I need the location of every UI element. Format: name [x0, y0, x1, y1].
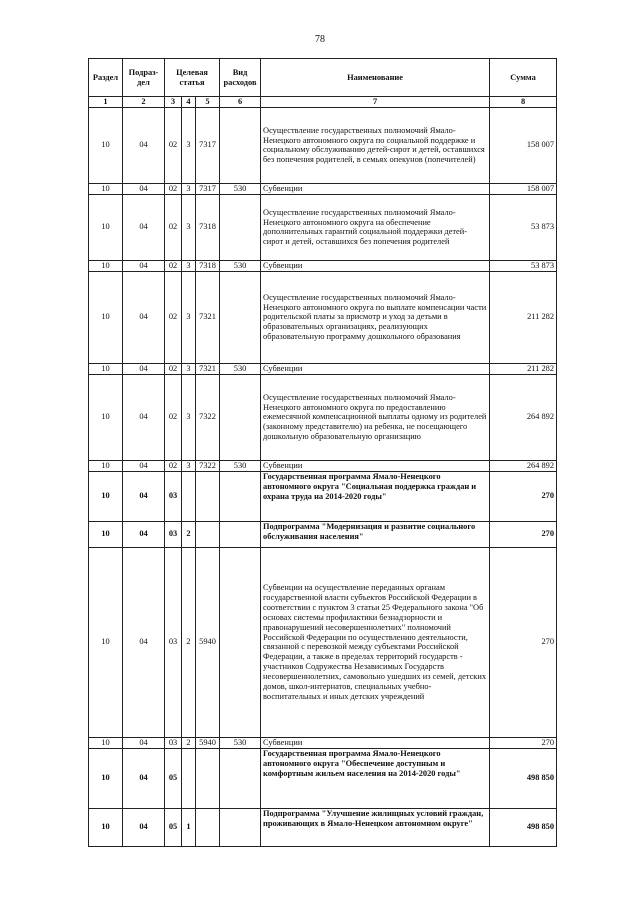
- cell-expense-type: 530: [220, 260, 261, 271]
- cell-article-1: 03: [165, 547, 182, 737]
- cell-article-2: 3: [182, 194, 196, 260]
- cell-section: 10: [89, 183, 123, 194]
- cell-amount: 53 873: [490, 194, 557, 260]
- cell-article-2: 2: [182, 737, 196, 748]
- cell-name: Субвенции: [261, 460, 490, 471]
- cell-expense-type: [220, 547, 261, 737]
- table-row: [89, 107, 557, 183]
- cell-amount: 211 282: [490, 271, 557, 363]
- cell-article-3: 7318: [196, 260, 220, 271]
- table-row: [89, 547, 557, 737]
- cell-article-3: 7317: [196, 107, 220, 183]
- cell-article-3: [196, 471, 220, 521]
- cell-amount: 264 892: [490, 460, 557, 471]
- cell-article-3: 5940: [196, 547, 220, 737]
- cell-section: 10: [89, 374, 123, 460]
- cell-article-2: [182, 748, 196, 808]
- cell-article-1: 02: [165, 183, 182, 194]
- cell-expense-type: [220, 808, 261, 846]
- cell-section: 10: [89, 194, 123, 260]
- cell-article-3: [196, 521, 220, 547]
- cell-amount: 270: [490, 521, 557, 547]
- table-row: [89, 183, 557, 194]
- cell-article-2: 3: [182, 363, 196, 374]
- cell-section: 10: [89, 521, 123, 547]
- cell-article-1: 02: [165, 260, 182, 271]
- cell-expense-type: 530: [220, 183, 261, 194]
- cell-subsection: 04: [123, 271, 165, 363]
- cell-article-3: 7317: [196, 183, 220, 194]
- cell-section: 10: [89, 471, 123, 521]
- cell-article-2: 2: [182, 547, 196, 737]
- cell-name: Осуществление государственных полномочий Ямало-Ненецкого автономного округа по предоставлению ежемесячной компенсационной выплаты одному из родителей (законному представителю) на ребенка, не посещающего дошкольную образовательную организацию: [261, 374, 490, 460]
- cell-section: 10: [89, 808, 123, 846]
- cell-article-2: 3: [182, 183, 196, 194]
- cell-article-3: [196, 808, 220, 846]
- cell-article-1: 03: [165, 521, 182, 547]
- cell-article-2: 3: [182, 107, 196, 183]
- cell-article-2: 3: [182, 460, 196, 471]
- table-row: [89, 808, 557, 846]
- cell-article-1: 02: [165, 363, 182, 374]
- cell-amount: 158 007: [490, 107, 557, 183]
- table-row: [89, 521, 557, 547]
- table-row: [89, 363, 557, 374]
- cell-subsection: 04: [123, 374, 165, 460]
- cell-name: Подпрограмма "Модернизация и развитие социального обслуживания населения": [261, 521, 490, 547]
- cell-article-1: 02: [165, 107, 182, 183]
- column-number: 8: [490, 97, 557, 108]
- cell-article-1: 03: [165, 737, 182, 748]
- column-number: 2: [123, 97, 165, 108]
- table-row: [89, 260, 557, 271]
- cell-subsection: 04: [123, 107, 165, 183]
- cell-expense-type: [220, 194, 261, 260]
- cell-article-1: 03: [165, 471, 182, 521]
- cell-article-2: 3: [182, 374, 196, 460]
- cell-section: 10: [89, 363, 123, 374]
- cell-name: Государственная программа Ямало-Ненецкого автономного округа "Социальная поддержка граждан и охрана труда на 2014-2020 годы": [261, 471, 490, 521]
- budget-table: [88, 58, 557, 847]
- header-expense-type: Вид расходов: [220, 59, 261, 97]
- cell-subsection: 04: [123, 260, 165, 271]
- cell-article-1: 05: [165, 748, 182, 808]
- cell-subsection: 04: [123, 737, 165, 748]
- cell-section: 10: [89, 271, 123, 363]
- cell-article-3: 7321: [196, 363, 220, 374]
- cell-subsection: 04: [123, 748, 165, 808]
- cell-name: Субвенции: [261, 183, 490, 194]
- cell-article-2: 2: [182, 521, 196, 547]
- column-number: 7: [261, 97, 490, 108]
- cell-article-2: 1: [182, 808, 196, 846]
- cell-article-3: 7321: [196, 271, 220, 363]
- column-number: 1: [89, 97, 123, 108]
- cell-article-3: 7322: [196, 374, 220, 460]
- header-row: [89, 59, 557, 97]
- cell-article-2: 3: [182, 260, 196, 271]
- cell-article-1: 02: [165, 271, 182, 363]
- cell-expense-type: 530: [220, 737, 261, 748]
- cell-article-2: 3: [182, 271, 196, 363]
- cell-amount: 211 282: [490, 363, 557, 374]
- cell-subsection: 04: [123, 363, 165, 374]
- cell-section: 10: [89, 737, 123, 748]
- cell-amount: 270: [490, 547, 557, 737]
- header-subsection: Подраз-дел: [123, 59, 165, 97]
- header-name: Наименование: [261, 59, 490, 97]
- cell-expense-type: [220, 271, 261, 363]
- cell-amount: 53 873: [490, 260, 557, 271]
- cell-expense-type: [220, 471, 261, 521]
- column-number: 3: [165, 97, 182, 108]
- header-amount: Сумма: [490, 59, 557, 97]
- table-row: [89, 737, 557, 748]
- cell-name: Подпрограмма "Улучшение жилищных условий граждан, проживающих в Ямало-Ненецком автономном округе": [261, 808, 490, 846]
- cell-name: Субвенции: [261, 260, 490, 271]
- page-number: 78: [315, 34, 325, 45]
- cell-subsection: 04: [123, 521, 165, 547]
- cell-subsection: 04: [123, 808, 165, 846]
- table-row: [89, 748, 557, 808]
- table-row: [89, 374, 557, 460]
- cell-article-3: 5940: [196, 737, 220, 748]
- cell-section: 10: [89, 547, 123, 737]
- cell-amount: 498 850: [490, 748, 557, 808]
- header-target-article: Целевая статья: [165, 59, 220, 97]
- cell-article-1: 05: [165, 808, 182, 846]
- cell-expense-type: 530: [220, 460, 261, 471]
- cell-section: 10: [89, 107, 123, 183]
- cell-name: Субвенции на осуществление переданных органам государственной власти субъектов Российской Федерации в соответствии с пунктом 3 статьи 25 Федерального закона "Об основах системы профилактики безнадзорности и правонарушений несовершеннолетних" полномочий Российской Федерации по осуществлению деятельности, связанной с перевозкой между субъектами Российской Федерации, а также в пределах территорий государств - участников Содружества Независимых Государств несовершеннолетних, самовольно ушедших из семей, детских домов, школ-интернатов, специальных учебно-воспитательных и иных детских учреждений: [261, 547, 490, 737]
- header-section: Раздел: [89, 59, 123, 97]
- cell-subsection: 04: [123, 183, 165, 194]
- cell-amount: 498 850: [490, 808, 557, 846]
- cell-subsection: 04: [123, 194, 165, 260]
- cell-name: Субвенции: [261, 363, 490, 374]
- cell-article-3: 7322: [196, 460, 220, 471]
- cell-article-2: [182, 471, 196, 521]
- cell-name: Осуществление государственных полномочий Ямало-Ненецкого автономного округа по социальной поддержке и социальному обслуживанию детей-сирот и детей, оставшихся без попечения родителей, в семьях опекунов (попечителей): [261, 107, 490, 183]
- cell-article-1: 02: [165, 374, 182, 460]
- cell-article-1: 02: [165, 194, 182, 260]
- column-number-row: [89, 97, 557, 108]
- cell-expense-type: [220, 748, 261, 808]
- cell-subsection: 04: [123, 460, 165, 471]
- cell-amount: 270: [490, 737, 557, 748]
- cell-section: 10: [89, 748, 123, 808]
- table-row: [89, 271, 557, 363]
- cell-name: Осуществление государственных полномочий Ямало-Ненецкого автономного округа на обеспечение дополнительных гарантий социальной поддержки детей-сирот и детей, оставшихся без попечения родителей: [261, 194, 490, 260]
- table-row: [89, 471, 557, 521]
- cell-name: Осуществление государственных полномочий Ямало-Ненецкого автономного округа по выплате компенсации части родительской платы за присмотр и уход за детьми в образовательных организациях, реализующих образовательную программу дошкольного образования: [261, 271, 490, 363]
- cell-expense-type: [220, 107, 261, 183]
- cell-expense-type: [220, 521, 261, 547]
- cell-subsection: 04: [123, 471, 165, 521]
- cell-amount: 270: [490, 471, 557, 521]
- cell-subsection: 04: [123, 547, 165, 737]
- column-number: 5: [196, 97, 220, 108]
- table-row: [89, 460, 557, 471]
- column-number: 4: [182, 97, 196, 108]
- cell-expense-type: 530: [220, 363, 261, 374]
- cell-article-3: [196, 748, 220, 808]
- table-row: [89, 194, 557, 260]
- cell-section: 10: [89, 460, 123, 471]
- cell-article-3: 7318: [196, 194, 220, 260]
- cell-amount: 158 007: [490, 183, 557, 194]
- cell-amount: 264 892: [490, 374, 557, 460]
- cell-article-1: 02: [165, 460, 182, 471]
- cell-section: 10: [89, 260, 123, 271]
- cell-name: Субвенции: [261, 737, 490, 748]
- cell-name: Государственная программа Ямало-Ненецкого автономного округа "Обеспечение доступным и комфортным жильем населения на 2014-2020 годы": [261, 748, 490, 808]
- cell-expense-type: [220, 374, 261, 460]
- column-number: 6: [220, 97, 261, 108]
